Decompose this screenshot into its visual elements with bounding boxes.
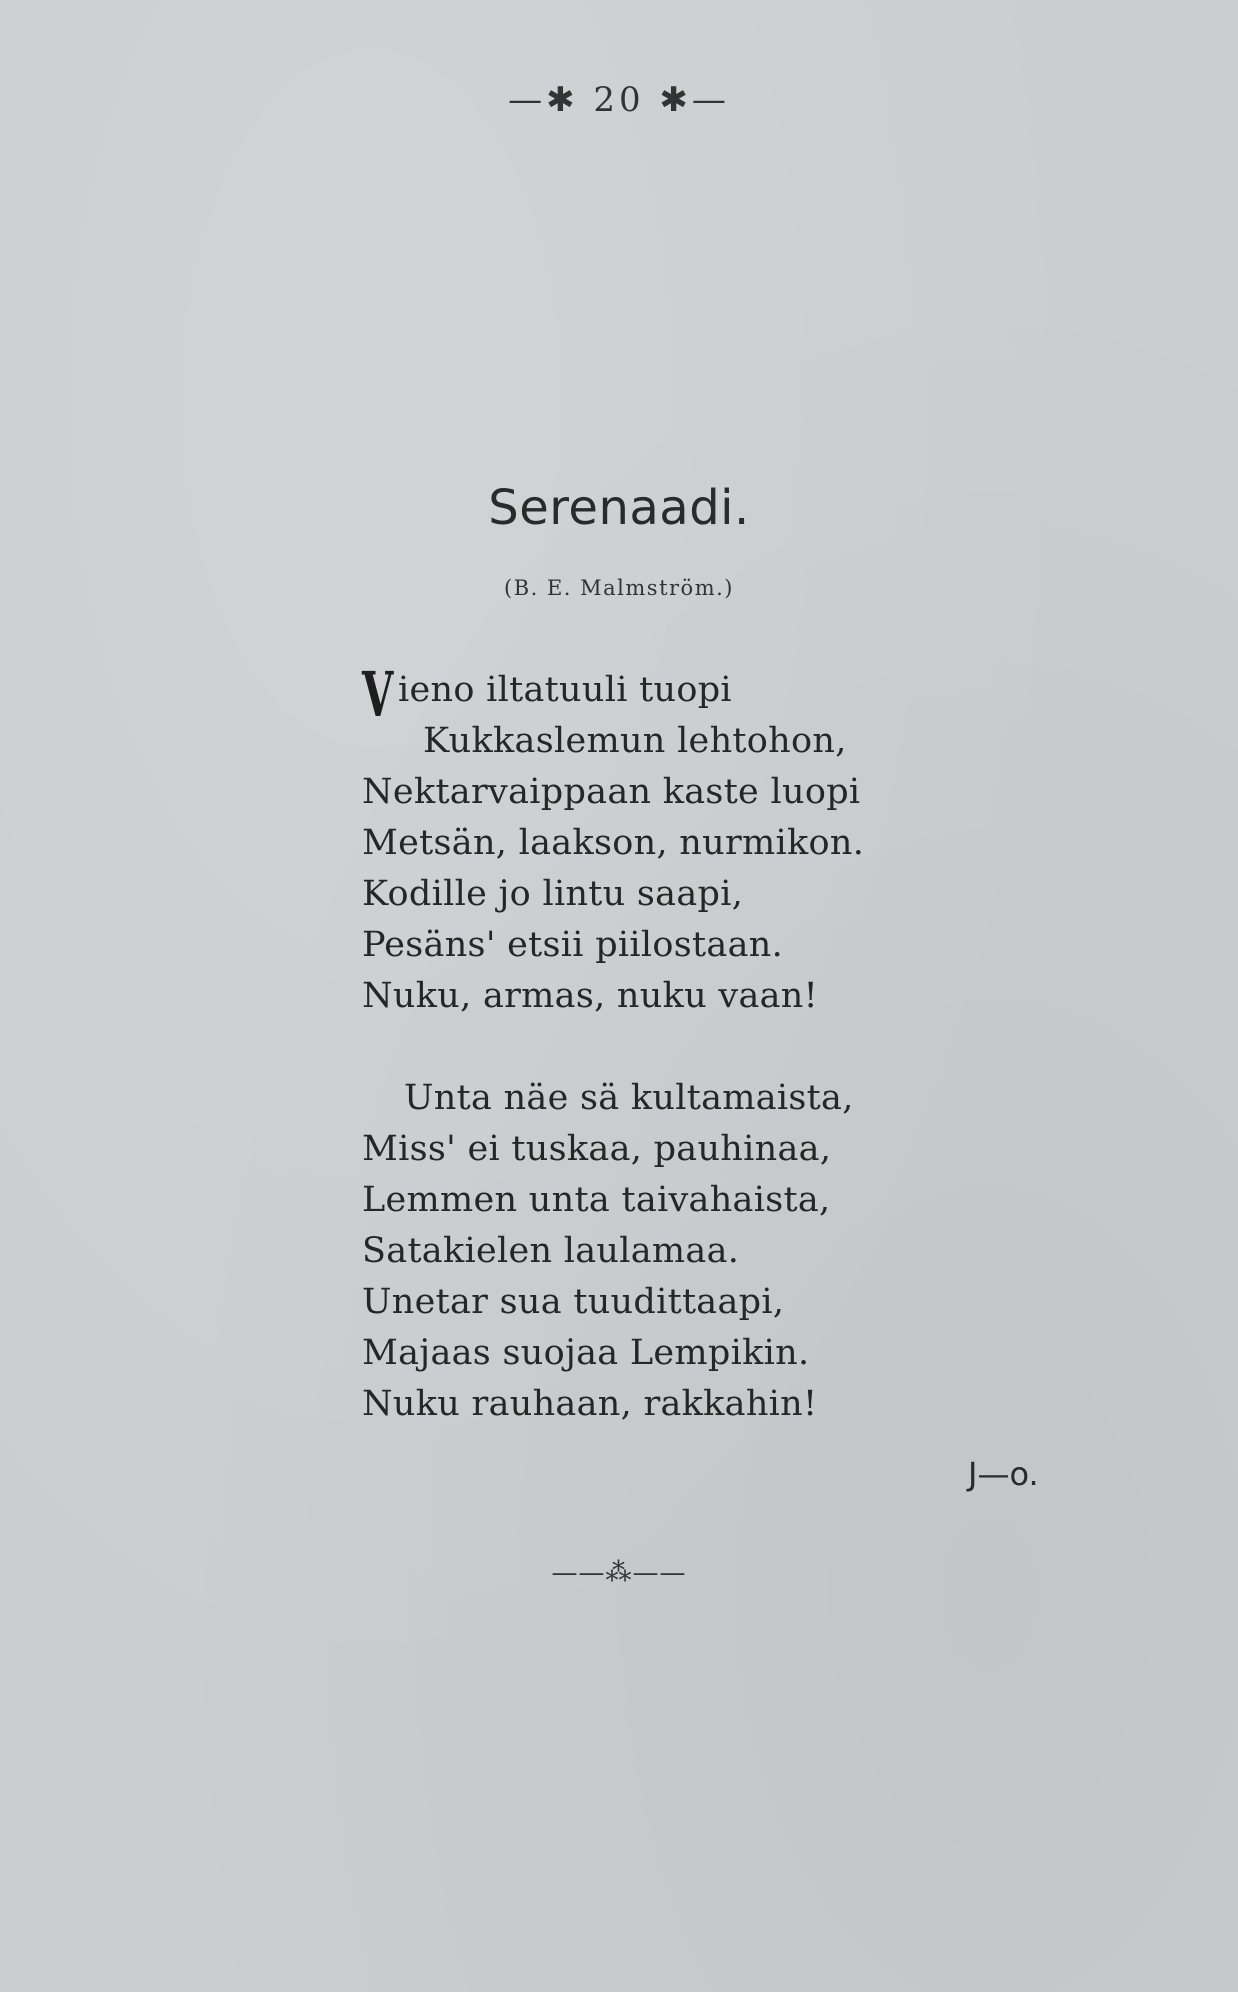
poem-line: Pesäns' etsii piilostaan. [362,925,784,965]
drop-cap: V [362,658,394,731]
poem-title: Serenaadi. [488,480,750,536]
poem-line: Unetar sua tuudittaapi, [362,1282,785,1322]
poem-line [362,658,922,731]
poem-line: Kodille jo lintu saapi, [362,874,744,914]
end-ornament: ——⁂—— [551,1558,687,1588]
poem-line: Nuku, armas, nuku vaan! [362,976,819,1016]
poem-line: Miss' ei tuskaa, pauhinaa, [362,1129,832,1169]
poem-line: Majaas suojaa Lempikin. [362,1333,810,1373]
poem-line: Satakielen laulamaa. [362,1231,740,1271]
poem-line-text: ieno iltatuuli tuopi [398,670,732,710]
poem-line: Nektarvaippaan kaste luopi [362,772,861,812]
poem-line: Kukkaslemun lehtohon, [423,721,847,761]
signature: J—o. [968,1455,1039,1493]
page-number: —✱ 20 ✱— [508,80,730,120]
stanza-1 [362,658,922,1022]
poem-line: Nuku rauhaan, rakkahin! [362,1384,818,1424]
poem-line: Metsän, laakson, nurmikon. [362,823,865,863]
poem-author: (B. E. Malmström.) [504,576,734,600]
stanza-2 [362,1073,922,1430]
poem-line: Unta näe sä kultamaista, [404,1078,854,1118]
poem-line: Lemmen unta taivahaista, [362,1180,831,1220]
